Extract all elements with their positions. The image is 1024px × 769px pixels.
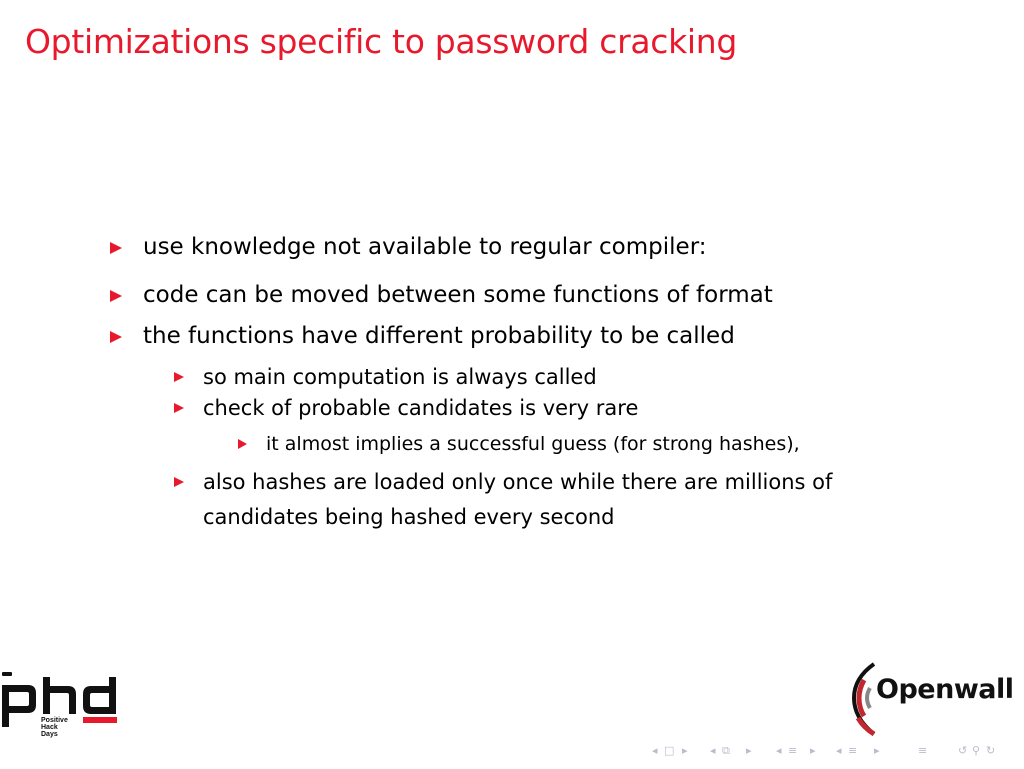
bullet-text: it almost implies a successful guess (for strong hashes), [266,433,800,455]
bullet-arrow-icon [174,477,184,487]
sub-bullet-item [203,364,597,391]
phd-sub-positive: Positive [41,717,68,724]
bullet-text: code can be moved between some functions of format [143,282,773,308]
beamer-navigation [652,741,1024,761]
sub-bullet-item [203,469,832,496]
bullet-arrow-icon [174,372,184,382]
bullet-text: check of probable candidates is very rare [203,396,639,420]
bullet-text: also hashes are loaded only once while there are millions of [203,470,833,494]
bullet-item [143,322,735,352]
nav-next-page-icon[interactable]: ▸ [874,744,880,757]
phd-accent-bar [83,717,117,723]
phd-sub-hack: Hack [41,724,58,731]
sub-sub-bullet-item [266,432,800,457]
nav-page-icon[interactable]: ≡ [848,744,858,757]
nav-next-frame-icon[interactable]: ▸ [682,744,688,757]
nav-back-icon[interactable]: ↺ [958,744,968,757]
bullet-continuation [203,504,615,531]
nav-section-icon[interactable]: ≡ [788,744,798,757]
nav-forward-icon[interactable]: ↻ [986,744,996,757]
bullet-arrow-icon [110,331,122,343]
bullet-text: the functions have different probability to be called [143,323,735,349]
nav-prev-subsection-icon[interactable]: ◂ [710,744,716,757]
bullet-item [143,281,773,311]
nav-prev-page-icon[interactable]: ◂ [836,744,842,757]
phd-sub-days: Days [41,731,58,738]
bullet-arrow-icon [174,403,184,413]
bullet-text: use knowledge not available to regular compiler: [143,234,707,260]
nav-prev-frame-icon[interactable]: ◂ [652,744,658,757]
nav-prev-section-icon[interactable]: ◂ [776,744,782,757]
phd-logo [2,672,122,742]
bullet-item [143,233,707,263]
nav-subsection-icon[interactable]: ⧉ [722,744,730,757]
nav-frame-icon[interactable]: □ [664,744,675,757]
bullet-text: candidates being hashed every second [203,505,615,529]
bullet-arrow-icon [110,242,122,254]
openwall-logo-text: Openwall [876,674,1014,705]
bullet-arrow-icon [110,290,122,302]
nav-next-subsection-icon[interactable]: ▸ [746,744,752,757]
nav-align-icon[interactable]: ≡ [918,744,928,757]
slide-title: Optimizations specific to password cracking [25,22,738,61]
bullet-arrow-icon [238,439,247,449]
nav-next-section-icon[interactable]: ▸ [810,744,816,757]
sub-bullet-item [203,395,638,422]
nav-search-icon[interactable]: ⚲ [972,744,981,757]
bullet-text: so main computation is always called [203,365,597,389]
